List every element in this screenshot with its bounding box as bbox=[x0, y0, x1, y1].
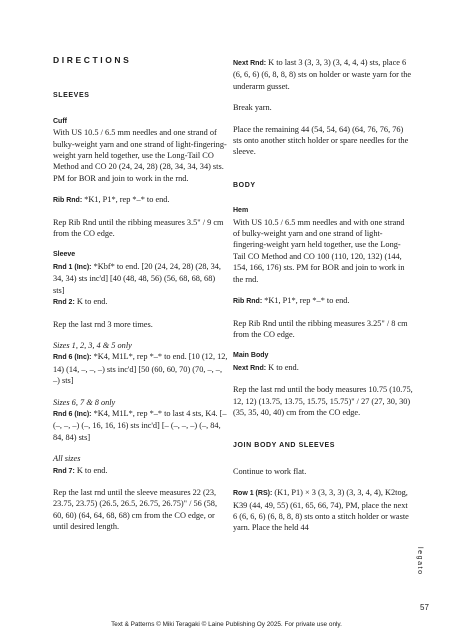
rnd6a-text: *K4, M1L*, rep *–* to end. [10 (12, 12, 14) (14, –, –, –) sts inc'd] [50 (60, 60, 70) (70, –, –, –) sts] bbox=[53, 352, 228, 386]
rep-rib-paragraph: Rep Rib Rnd until the ribbing measures 3.5" / 9 cm from the CO edge. bbox=[53, 217, 224, 239]
cuff-heading: Cuff bbox=[53, 117, 67, 125]
rib-rnd-line bbox=[53, 194, 228, 206]
rep-last-paragraph: Rep the last rnd 3 more times. bbox=[53, 319, 153, 329]
rnd6b-line bbox=[53, 408, 228, 443]
rnd6a-line bbox=[53, 351, 228, 386]
cuff-paragraph: With US 10.5 / 6.5 mm needles and one strand of bulky-weight yarn and one strand of light-fingering-weight yarn held together, use the Long-Tail CO Method and CO 20 (24, 24, 28) (28, 34, 34, 34) sts. PM for BOR and join to work in the rnd. bbox=[53, 128, 227, 183]
body-heading: BODY bbox=[233, 181, 256, 189]
rib-rnd-text: *K1, P1*, rep *–* to end. bbox=[82, 195, 170, 205]
rnd2-line bbox=[53, 296, 228, 308]
next-rnd-text: K to last 3 (3, 3, 3) (3, 4, 4, 4) sts, place 6 (6, 6, 6) (6, 8, 8, 8) sts on holder or waste yarn for the underarm gusset. bbox=[233, 58, 412, 91]
main-next-rnd-text: K to end. bbox=[266, 362, 299, 372]
sleeve-heading: Sleeve bbox=[53, 251, 76, 259]
rnd6a-label: Rnd 6 (Inc): bbox=[53, 354, 92, 362]
row1-line bbox=[233, 487, 413, 534]
rnd2-label: Rnd 2: bbox=[53, 299, 75, 307]
continue-paragraph: Continue to work flat. bbox=[233, 466, 307, 476]
hem-heading: Hem bbox=[233, 207, 249, 215]
join-heading: JOIN BODY AND SLEEVES bbox=[233, 442, 336, 450]
body-rib-rnd-label: Rib Rnd: bbox=[233, 298, 263, 306]
rnd1-line bbox=[53, 261, 228, 296]
right-column bbox=[233, 57, 413, 544]
break-yarn-paragraph: Break yarn. bbox=[233, 103, 272, 113]
side-label: legato bbox=[416, 547, 423, 576]
next-rnd-label: Next Rnd: bbox=[233, 60, 267, 67]
rnd2-text: K to end. bbox=[74, 297, 108, 307]
rnd7-text: K to end. bbox=[74, 465, 108, 475]
row1-label: Row 1 (RS): bbox=[233, 490, 273, 498]
main-next-rnd-label: Next Rnd: bbox=[233, 364, 267, 372]
directions-heading: DIRECTIONS bbox=[53, 55, 132, 65]
spacer bbox=[233, 168, 413, 180]
sleeves-heading: SLEEVES bbox=[53, 92, 90, 100]
rnd6b-text: *K4, M1L*, rep *–* to last 4 sts, K4. [– (–, –, –) (–, 16, 16, 16) sts inc'd] [– (–, –, –) (–, 84, 84, 84) sts] bbox=[53, 408, 227, 442]
sizes-b-heading: Sizes 6, 7 & 8 only bbox=[53, 397, 116, 407]
hem-paragraph: With US 10.5 / 6.5 mm needles and with one strand of bulky-weight yarn and one strand of light-fingering-weight yarn held together, use the Long-Tail CO Method and CO 100 (110, 120, 132) (144, 154, 166, 176) sts. PM for BOR and join to work in the rnd. bbox=[233, 217, 405, 284]
spacer bbox=[233, 428, 413, 440]
body-rib-rnd-text: *K1, P1*, rep *–* to end. bbox=[262, 296, 350, 306]
body-rep-rib-paragraph: Rep Rib Rnd until the ribbing measures 3.25" / 8 cm from the CO edge. bbox=[233, 318, 408, 339]
main-next-rnd-line bbox=[233, 362, 413, 374]
place-remaining-paragraph: Place the remaining 44 (54, 54, 64) (64, 76, 76, 76) sts onto another stitch holder or spare needles for the sleeve. bbox=[233, 124, 409, 157]
rnd7-label: Rnd 7: bbox=[53, 467, 75, 475]
rnd1-text: *Kbf* to end. [20 (24, 24, 28) (28, 34, 34, 34) sts inc'd] [40 (48, 48, 56) (56, 68, 68, 68) sts] bbox=[53, 261, 222, 295]
page-number: 57 bbox=[420, 603, 429, 612]
next-rnd-line bbox=[233, 57, 413, 92]
row1-text: (K1, P1) × 3 (3, 3, 3) (3, 3, 4, 4), K2tog, K39 (44, 49, 55) (61, 65, 66, 74), PM, place the next 6 (6, 6, 6) (6, 8, 8, 8) sts onto a stitch holder or waste yarn. Place the held 44 bbox=[233, 488, 409, 533]
rib-rnd-label: Rib Rnd: bbox=[53, 197, 83, 205]
main-body-heading: Main Body bbox=[233, 352, 269, 360]
sizes-a-heading: Sizes 1, 2, 3, 4 & 5 only bbox=[53, 340, 132, 350]
body-rib-rnd-line bbox=[233, 295, 413, 307]
all-sizes-heading: All sizes bbox=[53, 454, 81, 464]
rep-until-paragraph: Rep the last rnd until the sleeve measures 22 (23, 23.75, 23.75) (26.5, 26.5, 26.75, 26.75)" / 56 (58, 60, 60) (64, 64, 68, 68) cm from the CO edge, or until desired length. bbox=[53, 487, 218, 532]
rnd7-line bbox=[53, 465, 228, 477]
rep-body-paragraph: Rep the last rnd until the body measures 10.75 (10.75, 12, 12) (13.75, 13.75, 15.75, 15.75)" / 27 (27, 30, 30) (35, 35, 40, 40) cm from the CO edge. bbox=[233, 385, 413, 417]
left-column bbox=[53, 55, 228, 543]
rnd1-label: Rnd 1 (Inc): bbox=[53, 263, 92, 271]
rnd6b-label: Rnd 6 (Inc): bbox=[53, 410, 92, 418]
footer-copyright: Text & Patterns © Miki Teragaki © Laine Publishing Oy 2025. For private use only. bbox=[111, 621, 342, 628]
